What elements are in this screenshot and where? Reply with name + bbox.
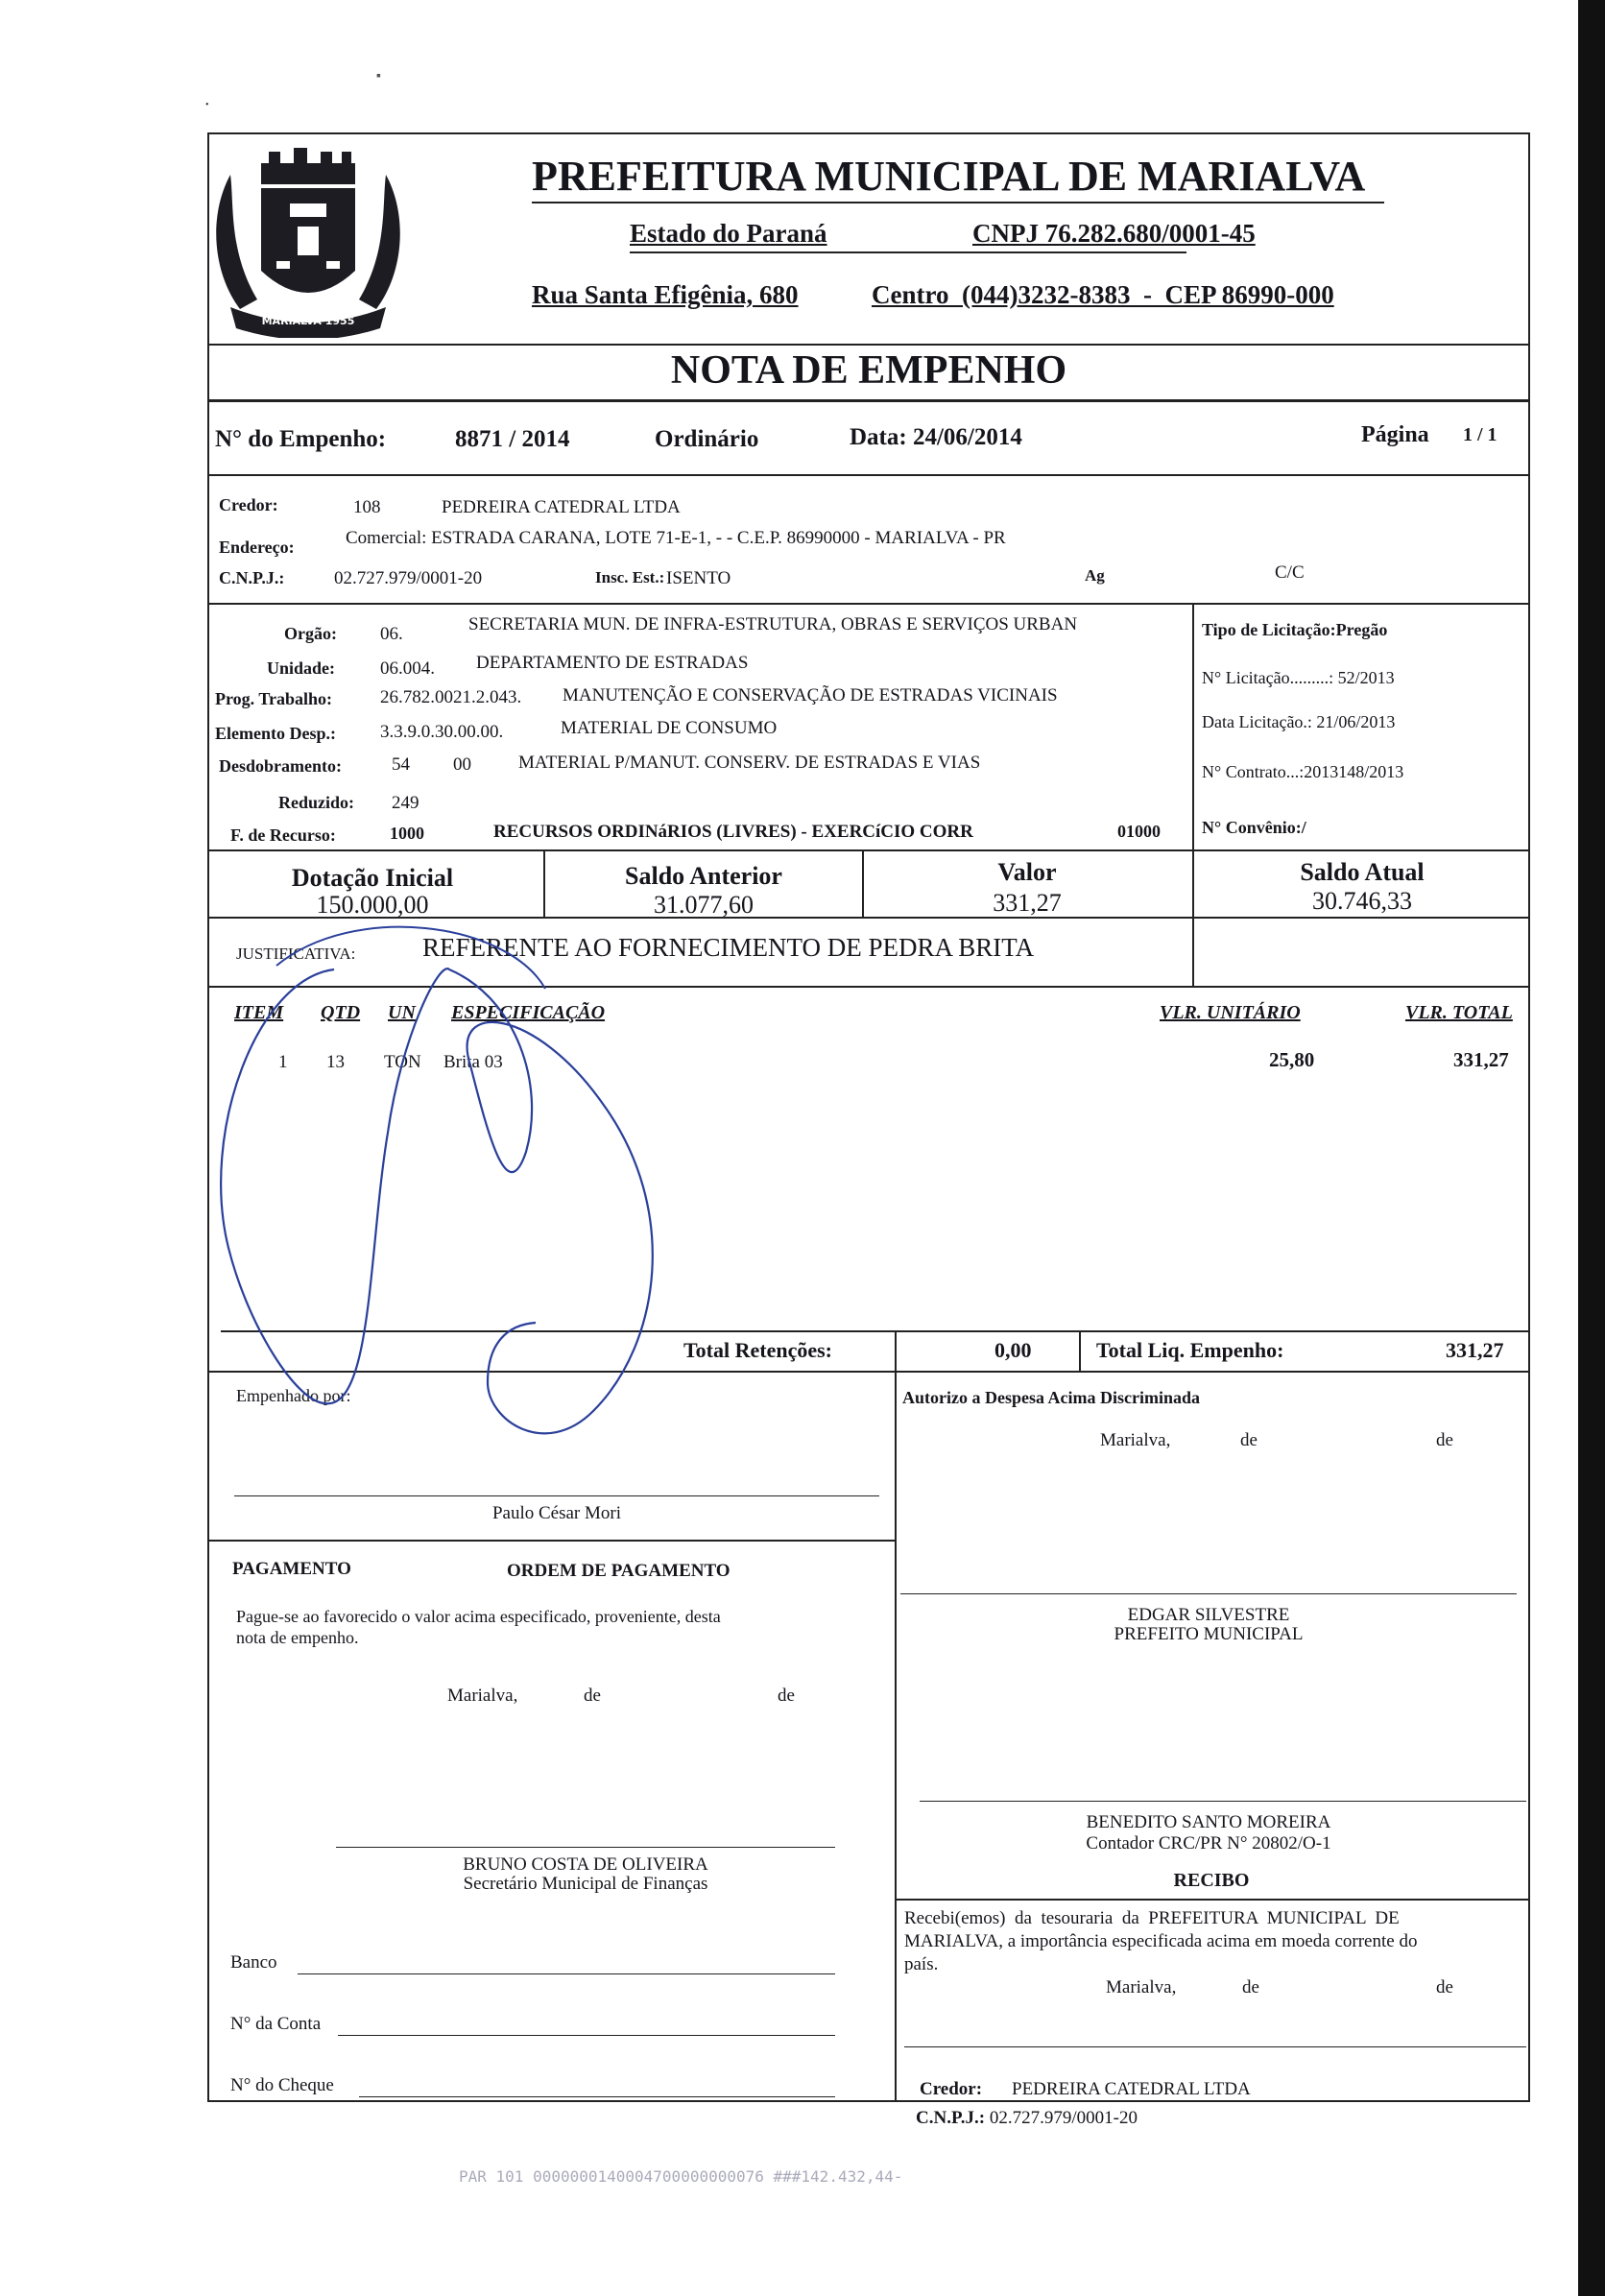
pagamento-texto-1: Pague-se ao favorecido o valor acima especificado, proveniente, desta [236,1607,721,1626]
justificativa-label: JUSTIFICATIVA: [236,945,356,963]
valor-label: Valor [997,858,1057,886]
autorizo-de-2: de [1436,1430,1453,1450]
credor-address: Comercial: ESTRADA CARANA, LOTE 71-E-1, - - C.E.P. 86990000 - MARIALVA - PR [346,528,1006,548]
recibo-cnpj-value: 02.727.979/0001-20 [989,2108,1138,2128]
prefeito-name: EDGAR SILVESTRE [1127,1605,1290,1625]
un-header: UN [388,1002,416,1023]
recibo-line-1: Recebi(emos) da tesouraria da PREFEITURA MUNICIPAL DE [904,1908,1400,1928]
handwritten-signature [142,845,718,1613]
empenho-number: 8871 / 2014 [455,426,570,452]
pagamento-de-2: de [778,1686,795,1706]
prog-trabalho-code: 26.782.0021.2.043. [380,687,522,707]
item-unit-value: 25,80 [1269,1048,1315,1071]
total-liquido-value: 331,27 [1446,1338,1504,1362]
orgao-code: 06. [380,624,403,644]
page-number: 1 / 1 [1463,424,1497,445]
item-specification: Brita 03 [443,1052,503,1072]
valor-total-header: VLR. TOTAL [1405,1002,1513,1023]
prefeitura-title: PREFEITURA MUNICIPAL DE MARIALVA [532,153,1366,200]
scan-speck: • [205,100,209,110]
numero-licitacao: N° Licitação.........: 52/2013 [1202,668,1395,687]
prefeitura-phone-cep: Centro (044)3232-8383 - CEP 86990-000 [872,280,1334,309]
numero-contrato: N° Contrato...:2013148/2013 [1202,762,1404,781]
empenho-date: Data: 24/06/2014 [850,424,1022,450]
elemento-desp-name: MATERIAL DE CONSUMO [561,718,778,738]
orgao-name: SECRETARIA MUN. DE INFRA-ESTRUTURA, OBRAS E SERVIÇOS URBAN [468,614,1078,634]
autorizo-local: Marialva, [1100,1430,1171,1450]
prog-trabalho-name: MANUTENÇÃO E CONSERVAÇÃO DE ESTRADAS VICINAIS [563,685,1058,706]
dotacao-inicial-value: 150.000,00 [316,891,429,919]
empenho-type: Ordinário [655,426,759,452]
prog-trabalho-label: Prog. Trabalho: [215,689,333,708]
pagamento-texto-2: nota de empenho. [236,1628,359,1647]
fonte-recurso-code-2: 01000 [1117,822,1161,841]
conta-corrente-label: C/C [1275,562,1305,583]
recibo-title: RECIBO [1173,1870,1250,1891]
empenho-number-label: N° do Empenho: [215,426,387,452]
item-header: ITEM [234,1002,284,1023]
valor-value: 331,27 [993,889,1062,917]
prefeitura-street: Rua Santa Efigênia, 680 [532,280,799,309]
tipo-licitacao: Tipo de Licitação:Pregão [1202,620,1388,639]
pagamento-local: Marialva, [447,1686,518,1706]
credor-label: Credor: [219,495,278,514]
endereco-label: Endereço: [219,538,295,557]
item-unit: TON [384,1052,421,1072]
numero-conta-label: N° da Conta [230,2014,322,2034]
reduzido-label: Reduzido: [278,793,355,812]
credor-cnpj: 02.727.979/0001-20 [334,568,483,588]
ordem-pagamento-label: ORDEM DE PAGAMENTO [507,1561,731,1581]
valor-unitario-header: VLR. UNITÁRIO [1160,1002,1301,1023]
unidade-code: 06.004. [380,658,435,679]
elemento-desp-label: Elemento Desp.: [215,724,336,743]
desdobramento-code-2: 00 [453,754,471,775]
unidade-name: DEPARTAMENTO DE ESTRADAS [476,653,749,673]
numero-convenio: N° Convênio:/ [1202,818,1306,837]
document-title: NOTA DE EMPENHO [670,348,1067,393]
pagamento-de-1: de [584,1686,601,1706]
recibo-credor-name: PEDREIRA CATEDRAL LTDA [1012,2079,1251,2099]
numero-cheque-label: N° do Cheque [230,2075,334,2095]
item-total-value: 331,27 [1453,1048,1509,1071]
justificativa-text: REFERENTE AO FORNECIMENTO DE PEDRA BRITA [422,933,1035,962]
qtd-header: QTD [321,1002,361,1023]
recibo-line-3: país. [904,1954,939,1974]
orgao-label: Orgão: [284,624,337,643]
pagamento-label: PAGAMENTO [232,1559,351,1579]
recibo-cnpj-label: C.N.P.J.: 02.727.979/0001-20 [916,2108,1138,2128]
total-retencoes-label: Total Retenções: [683,1338,832,1362]
data-licitacao: Data Licitação.: 21/06/2013 [1202,712,1396,731]
recibo-credor-label: Credor: [920,2079,983,2099]
recibo-de-1: de [1242,1977,1259,1997]
contador-name: BENEDITO SANTO MOREIRA [1086,1812,1331,1832]
saldo-anterior-value: 31.077,60 [654,891,754,919]
unidade-label: Unidade: [267,658,336,678]
fonte-recurso-label: F. de Recurso: [230,825,336,845]
reduzido-code: 249 [392,793,419,813]
empenho-document [207,132,1530,2102]
desdobramento-code: 54 [392,754,410,775]
credor-cnpj-label: C.N.P.J.: [219,568,285,587]
svg-text:MARIALVA 1955: MARIALVA 1955 [261,315,355,327]
scan-edge [1578,0,1605,2296]
item-quantity: 13 [326,1052,345,1072]
fonte-recurso-name: RECURSOS ORDINáRIOS (LIVRES) - EXERCíCIO CORR [493,822,973,842]
desdobramento-label: Desdobramento: [219,756,342,776]
scan-speck: ▪ [376,69,381,84]
credor-name: PEDREIRA CATEDRAL LTDA [442,497,681,517]
dotacao-inicial-label: Dotação Inicial [291,864,454,892]
insc-est-value: ISENTO [666,568,731,588]
desdobramento-name: MATERIAL P/MANUT. CONSERV. DE ESTRADAS E VIAS [518,753,981,773]
municipal-coat-of-arms-icon [202,146,415,338]
secretario-title: Secretário Municipal de Finanças [463,1874,708,1894]
page-label: Página [1361,422,1429,447]
fonte-recurso-code: 1000 [390,824,424,843]
recibo-local: Marialva, [1106,1977,1177,1997]
state-name: Estado do Paraná [630,219,827,248]
autorizo-de-1: de [1240,1430,1258,1450]
saldo-anterior-label: Saldo Anterior [625,862,782,890]
total-liquido-label: Total Liq. Empenho: [1096,1338,1284,1362]
total-retencoes-value: 0,00 [994,1338,1032,1362]
contador-title: Contador CRC/PR N° 20802/O-1 [1086,1833,1331,1854]
secretario-name: BRUNO COSTA DE OLIVEIRA [463,1854,708,1875]
credor-code: 108 [353,497,381,517]
recibo-de-2: de [1436,1977,1453,1997]
insc-est-label: Insc. Est.: [595,568,665,586]
especificacao-header: ESPECIFICAÇÃO [451,1002,606,1023]
empenhado-por-name: Paulo César Mori [491,1503,622,1523]
autenticacao-stamp: PAR 101 0000000140004700000000076 ###142.432,44- [459,2167,903,2186]
item-number: 1 [278,1052,288,1072]
empenhado-por-label: Empenhado por: [236,1386,351,1405]
saldo-atual-value: 30.746,33 [1312,887,1412,915]
recibo-line-2: MARIALVA, a importância especificada acima em moeda corrente do [904,1931,1418,1951]
agencia-label: Ag [1085,566,1105,585]
elemento-desp-code: 3.3.9.0.30.00.00. [380,722,504,742]
prefeitura-cnpj: CNPJ 76.282.680/0001-45 [972,219,1256,248]
autorizo-despesa-label: Autorizo a Despesa Acima Discriminada [902,1388,1200,1407]
saldo-atual-label: Saldo Atual [1300,858,1425,886]
prefeito-title: PREFEITO MUNICIPAL [1114,1624,1304,1644]
banco-label: Banco [230,1952,277,1973]
